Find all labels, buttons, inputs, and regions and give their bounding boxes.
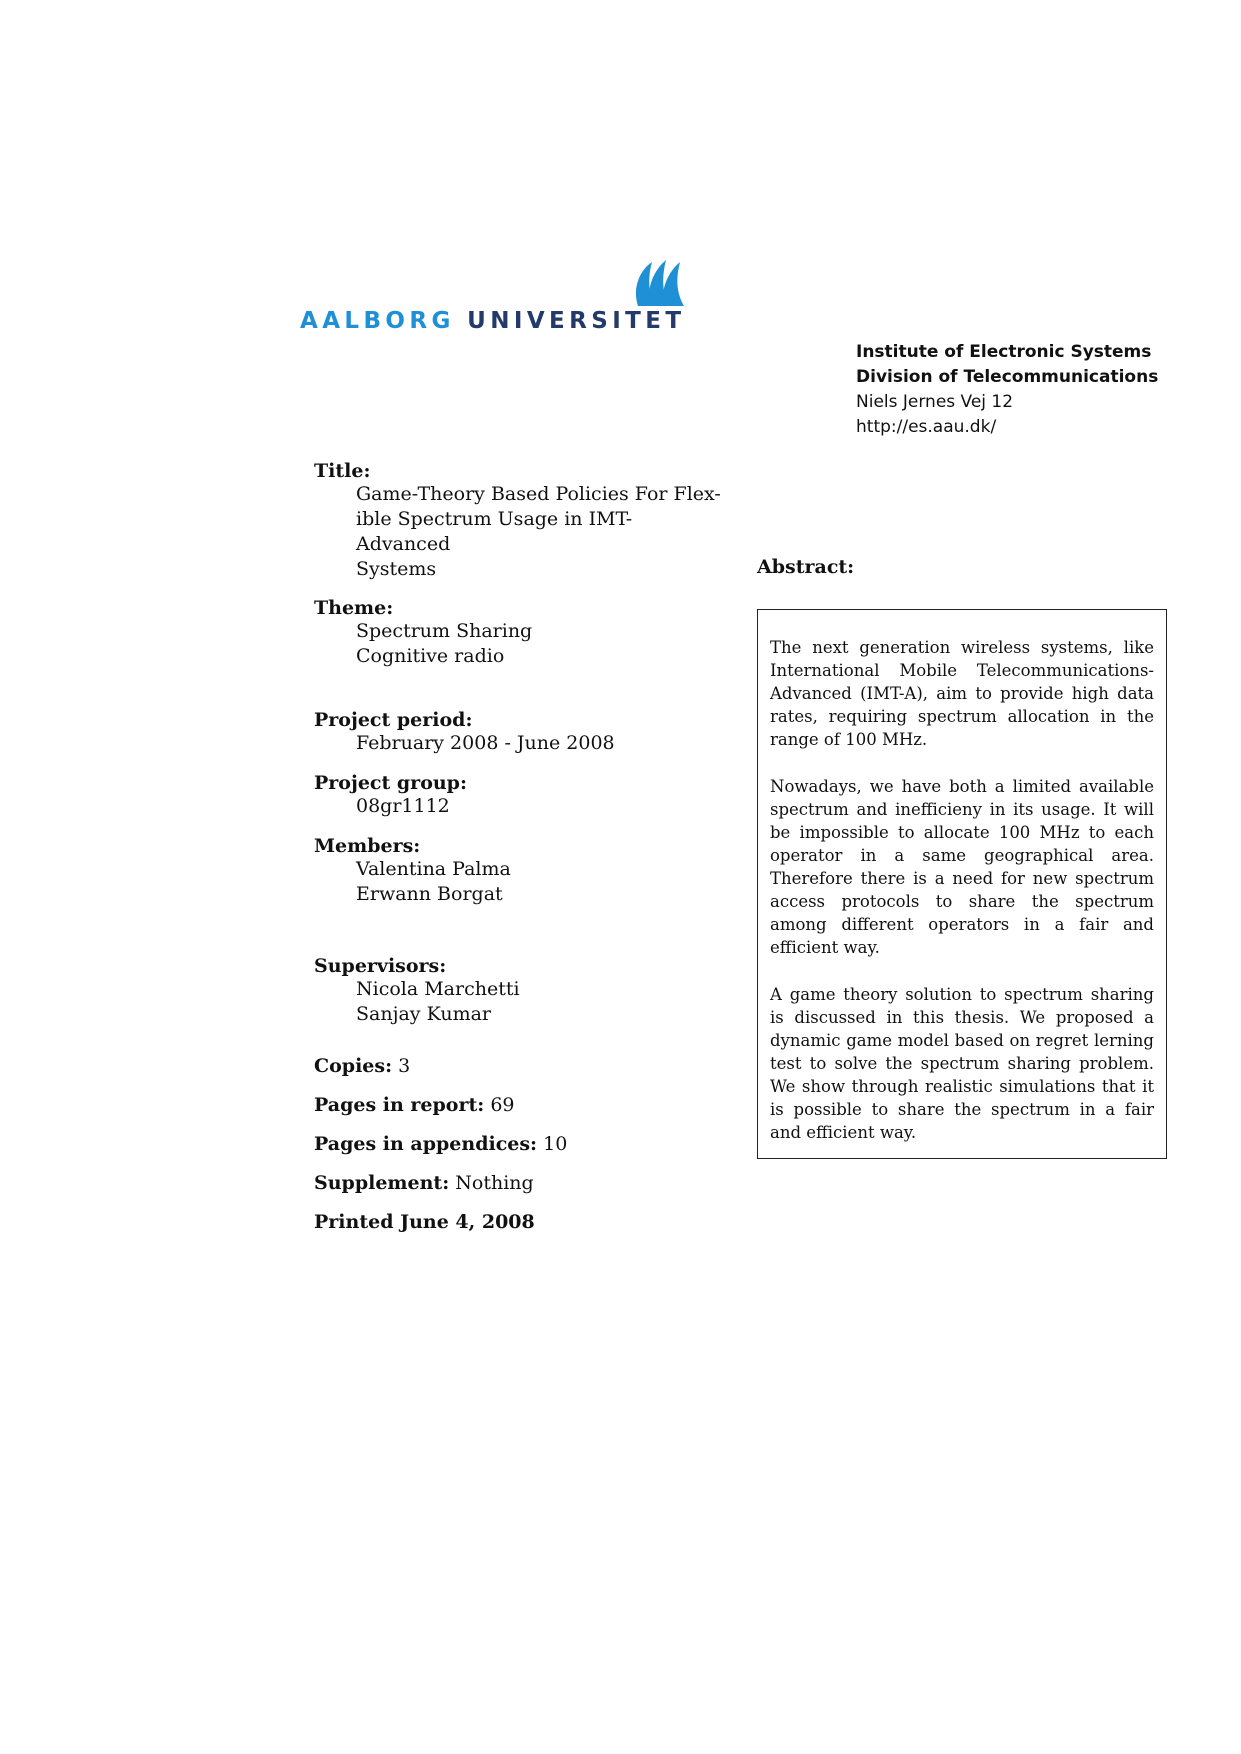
members-label: Members: [314,835,421,857]
pages-appendices-value: 10 [543,1133,568,1155]
period-label: Project period: [314,709,473,731]
logo-text-universitet: UNIVERSITET [467,308,686,334]
abstract-paragraph: Nowadays, we have both a limited available spectrum and inefficieny in its usage. It will be impossible to allocate 100 MHz to each operator in a same geographical area. Therefore there is a need for new spectrum access protocols to share the spectrum among different operators in a fair and efficient way. [770,777,1154,957]
theme-item: Cognitive radio [356,645,505,667]
abstract-box [757,609,1167,1159]
abstract-paragraph: A game theory solution to spectrum sharing is discussed in this thesis. We proposed a dynamic game model based on regret lerning test to solve the spectrum sharing problem. We show through realistic simulations that it is possible to share the spectrum in a fair and efficient way. [770,985,1154,1142]
supervisors-label: Supervisors: [314,955,447,977]
pages-report-value: 69 [490,1094,515,1116]
member-name: Valentina Palma [356,858,511,880]
supervisor-name: Sanjay Kumar [356,1003,492,1025]
theme-label: Theme: [314,597,394,619]
supplement-value: Nothing [455,1172,534,1194]
division-name: Division of Telecommunications [856,367,1159,387]
copies-label: Copies: [314,1055,393,1077]
theme-item: Spectrum Sharing [356,620,533,642]
member-name: Erwann Borgat [356,883,503,905]
street-address: Niels Jernes Vej 12 [856,392,1014,412]
pages-report-field [314,1094,724,1116]
period-value: February 2008 - June 2008 [356,732,615,754]
pages-appendices-label: Pages in appendices: [314,1133,538,1155]
title-line: ible Spectrum Usage in IMT-Advanced [356,508,633,555]
supplement-field [314,1172,724,1194]
title-field [314,460,724,582]
period-field [314,709,724,756]
theme-field [314,597,724,669]
group-label: Project group: [314,772,467,794]
supervisor-name: Nicola Marchetti [356,978,520,1000]
copies-value: 3 [398,1055,411,1077]
logo-emblem-icon [630,258,690,308]
logo-text-aalborg: AALBORG [300,308,455,334]
members-field [314,835,724,907]
supplement-label: Supplement: [314,1172,450,1194]
abstract-label: Abstract: [757,556,855,578]
printed-date: Printed June 4, 2008 [314,1211,535,1233]
abstract-paragraph: The next generation wireless systems, like International Mobile Telecommunications-Advanced (IMT-A), aim to provide high data rates, requiring spectrum allocation in the range of 100 MHz. [770,638,1154,749]
title-line: Game-Theory Based Policies For Flex- [356,483,721,505]
pages-report-label: Pages in report: [314,1094,485,1116]
title-line: Systems [356,558,437,580]
institution-address [856,340,1158,440]
project-info [314,460,724,1233]
institute-name: Institute of Electronic Systems [856,342,1152,362]
website-url: http://es.aau.dk/ [856,417,997,437]
copies-field [314,1055,724,1077]
pages-appendices-field [314,1133,724,1155]
supervisors-field [314,955,724,1027]
group-value: 08gr1112 [356,795,450,817]
university-logo [300,258,740,338]
group-field [314,772,724,819]
title-label: Title: [314,460,371,482]
